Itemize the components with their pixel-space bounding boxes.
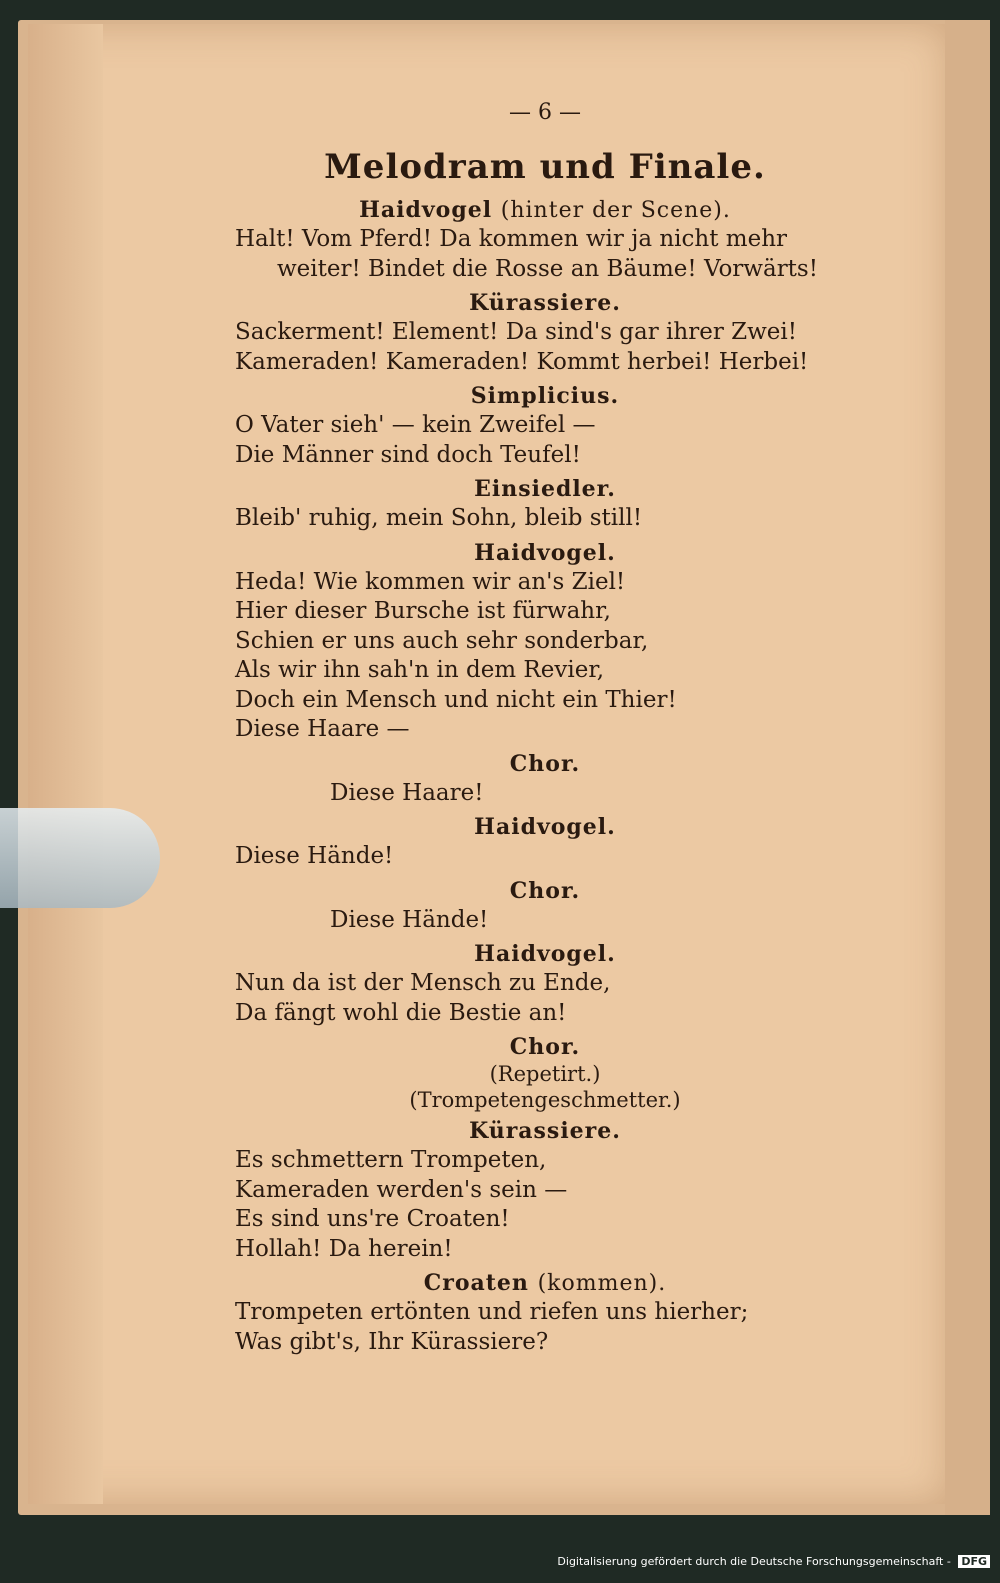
page-content bbox=[235, 100, 818, 1357]
verse-line: Heda! Wie kommen wir an's Ziel! bbox=[235, 568, 626, 595]
verse-line: Diese Hände! bbox=[235, 843, 394, 869]
speaker-name: Chor. bbox=[509, 877, 581, 904]
verse-line: Sackerment! Element! Da sind's gar ihrer Zwei! bbox=[235, 319, 798, 345]
verse-line: Nun da ist der Mensch zu Ende, bbox=[235, 970, 611, 996]
verse-line: Als wir ihn sah'n in dem Revier, bbox=[235, 657, 605, 683]
speaker-note: (hinter der Scene). bbox=[500, 198, 731, 223]
stage-direction: (Repetirt.) bbox=[489, 1062, 601, 1086]
verse-line: Bleib' ruhig, mein Sohn, bleib still! bbox=[235, 505, 643, 531]
speaker-name: Haidvogel. bbox=[474, 814, 616, 840]
speaker-name: Haidvogel. bbox=[474, 941, 616, 967]
speaker-name: Simplicius. bbox=[470, 383, 620, 409]
stage-direction: (Trompetengeschmetter.) bbox=[409, 1088, 681, 1112]
verse-line: Es schmettern Trompeten, bbox=[235, 1147, 547, 1173]
verse-line: Kameraden! Kameraden! Kommt herbei! Herbei! bbox=[235, 348, 809, 375]
next-page-edge bbox=[945, 20, 990, 1515]
verse-line: weiter! Bindet die Rosse an Bäume! Vorwärts! bbox=[277, 255, 818, 282]
speaker-name: Haidvogel. bbox=[474, 539, 616, 566]
verse-line: Hollah! Da herein! bbox=[235, 1235, 453, 1262]
page-number: — 6 — bbox=[509, 100, 581, 125]
speaker-name: Kürassiere. bbox=[469, 290, 621, 316]
verse-line: Diese Haare — bbox=[235, 716, 410, 742]
verse-line: Die Männer sind doch Teufel! bbox=[235, 441, 581, 468]
verse-line: Kameraden werden's sein — bbox=[235, 1176, 568, 1203]
verse-line: Was gibt's, Ihr Kürassiere? bbox=[235, 1328, 549, 1355]
dfg-logo: DFG bbox=[958, 1555, 990, 1568]
speaker-name: Einsiedler. bbox=[474, 476, 616, 502]
verse-line: Trompeten ertönten und riefen uns hierher; bbox=[235, 1299, 749, 1325]
footer-text: Digitalisierung gefördert durch die Deutsche Forschungsgemeinschaft - bbox=[557, 1555, 951, 1568]
speaker-note: (kommen). bbox=[537, 1271, 667, 1296]
page-clip bbox=[0, 808, 160, 908]
verse-line: Doch ein Mensch und nicht ein Thier! bbox=[235, 686, 677, 713]
verse-line: Da fängt wohl die Bestie an! bbox=[235, 999, 567, 1026]
speaker-name bbox=[275, 1270, 815, 1296]
verse-line: Hier dieser Bursche ist fürwahr, bbox=[235, 598, 611, 624]
page-fold bbox=[28, 24, 103, 1504]
verse-line: Halt! Vom Pferd! Da kommen wir ja nicht mehr bbox=[235, 226, 788, 252]
digitization-footer bbox=[557, 1555, 990, 1568]
page-title: Melodram und Finale. bbox=[324, 147, 766, 187]
verse-line: Schien er uns auch sehr sonderbar, bbox=[235, 627, 649, 654]
speaker-label: Haidvogel bbox=[359, 197, 493, 223]
speaker-name: Chor. bbox=[509, 1034, 581, 1060]
verse-line: Diese Haare! bbox=[330, 779, 484, 806]
verse-line: Es sind uns're Croaten! bbox=[235, 1206, 510, 1232]
verse-line: Diese Hände! bbox=[330, 906, 489, 933]
speaker-label: Croaten bbox=[423, 1270, 529, 1296]
speaker-name: Kürassiere. bbox=[469, 1118, 621, 1144]
verse-line: O Vater sieh' — kein Zweifel — bbox=[235, 412, 596, 438]
speaker-name: Chor. bbox=[509, 750, 581, 777]
speaker-name bbox=[275, 197, 815, 223]
